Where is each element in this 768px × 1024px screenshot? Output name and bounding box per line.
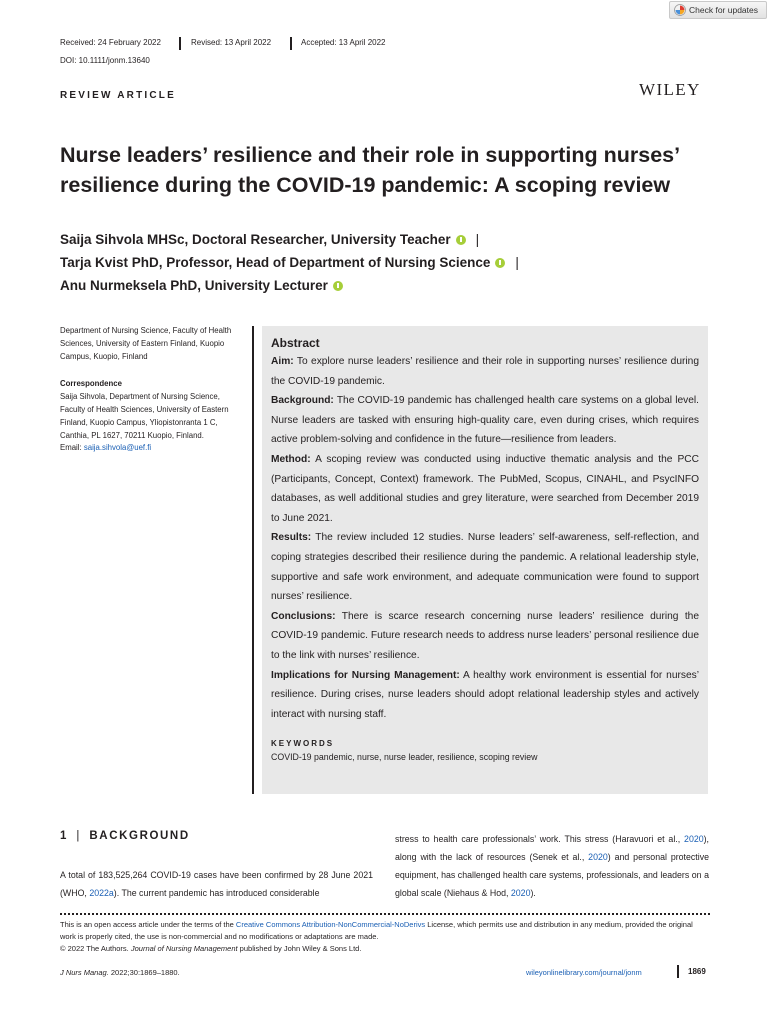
section-text: The review included 12 studies. Nurse leaders’ self-awareness, self-reflection, and coping strategies described their resilience during the pandemic. A relational leadership style, supportive and safe work environment, and adequate communication were found to support nurses’ resilience.: [271, 532, 699, 603]
correspondence-email: [60, 442, 245, 455]
journal-name: Journal of Nursing Management: [130, 944, 238, 953]
abstract-heading: Abstract: [271, 336, 320, 350]
journal-abbrev: J Nurs Manag.: [60, 968, 109, 977]
correspondence-heading: Correspondence: [60, 379, 122, 389]
author-line: [60, 228, 519, 251]
page-number: 1869: [688, 967, 706, 976]
body-text-left: [60, 866, 373, 902]
orcid-icon[interactable]: [333, 281, 343, 291]
email-link[interactable]: saija.sihvola@uef.fi: [83, 443, 152, 453]
article-title: Nurse leaders’ resilience and their role in supporting nurses’ resilience during the COVID-19 pandemic: A scoping review: [60, 143, 679, 197]
author-name: Tarja Kvist PhD, Professor, Head of Department of Nursing Science: [60, 255, 491, 270]
date-separator: [290, 37, 292, 50]
body-text: stress to health care professionals’ work. This stress (Haravuori et al.,: [395, 834, 685, 844]
citation-link[interactable]: 2022a: [89, 888, 114, 898]
license-divider: [60, 913, 710, 915]
journal-citation: [60, 968, 180, 977]
abstract-method: [271, 450, 699, 528]
section-text: To explore nurse leaders’ resilience and their role in supporting nurses’ resilience during the COVID-19 pandemic.: [271, 356, 699, 387]
license-part: This is an open access article under the terms of the: [60, 920, 236, 929]
section-label: Aim:: [271, 356, 294, 367]
section-number: 1: [60, 830, 67, 842]
abstract-background: [271, 391, 699, 450]
author-separator: |: [515, 255, 519, 270]
citation-link[interactable]: 2020: [510, 888, 531, 898]
citation-details: 2022;30:1869–1880.: [108, 968, 180, 977]
section-separator: |: [76, 830, 80, 842]
author-separator: |: [475, 232, 480, 247]
keywords: COVID-19 pandemic, nurse, nurse leader, resilience, scoping review: [271, 752, 538, 763]
orcid-icon[interactable]: [456, 235, 466, 245]
body-text: ) and personal protective equipment, has challenged health care systems, professionals, and leaders on a global scale (Niehaus & Hod,: [395, 852, 709, 898]
abstract-conclusions: [271, 607, 699, 666]
date-separator: [179, 37, 181, 50]
abstract-results: [271, 528, 699, 606]
orcid-icon[interactable]: [495, 258, 505, 268]
citation-link[interactable]: 2020: [588, 852, 608, 862]
license-text: [60, 919, 710, 955]
section-text: A healthy work environment is essential for nurses’ resilience. During crises, nurse leaders should adopt relational leadership styles and actively interact with nursing staff.: [271, 669, 699, 720]
section-text: The COVID-19 pandemic has challenged health care systems on a global level. Nurse leaders are tasked with ensuring high-quality care, even during crises, which requires active problem-solving and confidence in the future—resilience from leaders.: [271, 395, 699, 446]
doi: DOI: 10.1111/jonm.13640: [60, 56, 150, 65]
check-updates-icon: [674, 4, 686, 16]
copyright: © 2022 The Authors.: [60, 944, 131, 953]
check-for-updates-button[interactable]: [669, 1, 767, 19]
body-text: ). The current pandemic has introduced considerable: [113, 888, 320, 898]
body-text: A total of 183,525,264 COVID-19 cases have been confirmed by 28 June 2021 (WHO,: [60, 870, 373, 898]
correspondence-address: Saija Sihvola, Department of Nursing Science, Faculty of Health Sciences, University of Eastern Finland, Kuopio Campus, Yliopistonranta 1 C, Canthia, PL 1627, 70211 Kuopio, Finland.: [60, 392, 229, 440]
wiley-logo: WILEY: [639, 80, 701, 99]
section-label: Implications for Nursing Management:: [271, 669, 460, 681]
copyright: published by John Wiley & Sons Ltd.: [237, 944, 362, 953]
section-label: Conclusions:: [271, 610, 336, 622]
section-label: Results:: [271, 532, 312, 544]
keywords-heading: KEYWORDS: [271, 739, 335, 749]
author-list: [60, 228, 519, 297]
author-name: Saija Sihvola MHSc, Doctoral Researcher, University Teacher: [60, 232, 451, 247]
section-title: BACKGROUND: [89, 830, 190, 842]
journal-url-link[interactable]: wileyonlinelibrary.com/journal/jonm: [526, 968, 642, 977]
footer-separator: [677, 965, 679, 978]
accepted-date: Accepted: 13 April 2022: [301, 38, 386, 47]
author-line: [60, 274, 519, 297]
check-updates-label: Check for updates: [689, 5, 758, 15]
email-label: Email:: [60, 443, 84, 453]
body-text-right: [395, 830, 709, 902]
affiliation: Department of Nursing Science, Faculty of Health Sciences, University of Eastern Finland, Kuopio Campus, Kuopio, Finland: [60, 326, 232, 361]
revised-date: Revised: 13 April 2022: [191, 38, 272, 47]
section-label: Background:: [271, 395, 334, 407]
abstract-box: [262, 326, 708, 794]
author-line: [60, 251, 519, 274]
section-text: There is scarce research concerning nurse leaders’ resilience during the COVID-19 pandemic. Future research needs to address nurse leaders’ personal resilience due to the link with nurses’ resilience.: [271, 610, 699, 661]
affiliation-column: [60, 325, 245, 455]
license-part: License, which permits use and distribution in any medium, provided the original work is properly cited, the use is non-commercial and no modifications or adaptations are made.: [60, 920, 693, 941]
section-text: A scoping review was conducted using inductive thematic analysis and the PCC (Participants, Concept, Context) framework. The PubMed, Scopus, CINAHL, and PsycINFO databases, as well additional studies and grey literature, were searched from December 2019 to June 2021.: [271, 453, 699, 524]
section-heading: [60, 830, 190, 842]
author-name: Anu Nurmeksela PhD, University Lecturer: [60, 278, 328, 293]
article-type: REVIEW ARTICLE: [60, 90, 176, 101]
section-label: Method:: [271, 453, 311, 465]
received-date: Received: 24 February 2022: [60, 38, 161, 47]
abstract-aim: [271, 352, 699, 391]
abstract-implications: [271, 666, 699, 725]
body-text: ), along with the lack of resources (Senek et al.,: [395, 834, 709, 862]
abstract-divider: [252, 326, 254, 794]
body-text: ).: [530, 888, 536, 898]
license-link[interactable]: Creative Commons Attribution-NonCommercial-NoDerivs: [235, 920, 426, 929]
citation-link[interactable]: 2020: [684, 834, 704, 844]
